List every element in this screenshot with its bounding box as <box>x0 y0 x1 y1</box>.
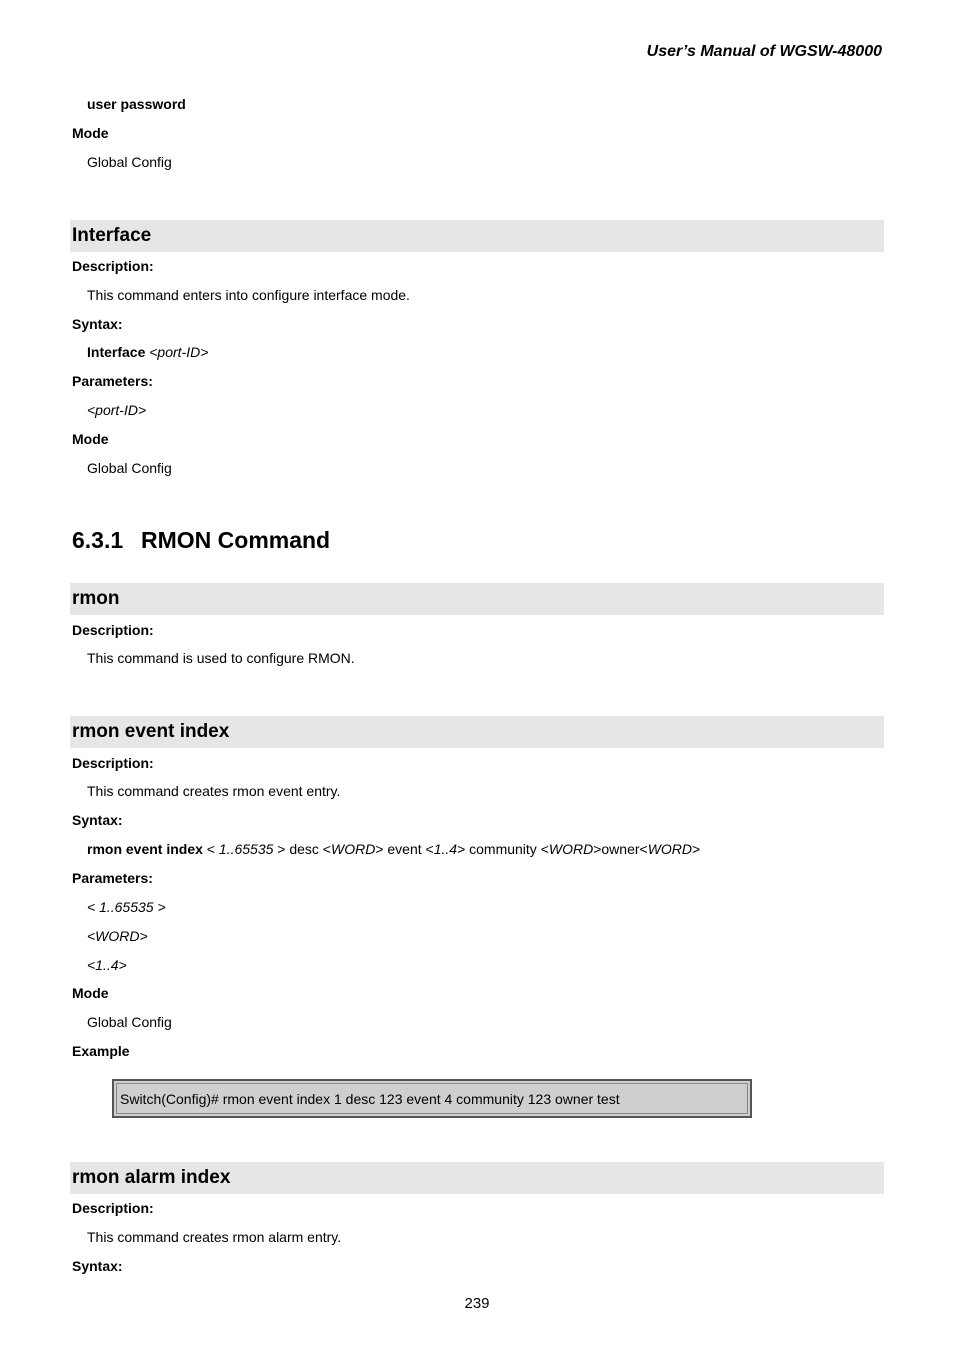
parameter-range: < 1..65535 > <box>87 899 166 915</box>
command-heading-rmon: rmon <box>70 583 884 615</box>
syntax-arg-word: WORD <box>330 841 376 857</box>
description-label: Description: <box>72 622 154 638</box>
running-header: User’s Manual of WGSW-48000 <box>646 43 882 60</box>
syntax-arg-range: 1..65535 <box>218 841 274 857</box>
syntax-line <box>87 344 208 360</box>
example-box <box>112 1079 752 1118</box>
parameter-event: <1..4> <box>87 957 127 973</box>
mode-label: Mode <box>72 431 109 447</box>
description-text: This command enters into configure interface mode. <box>87 287 410 303</box>
syntax-arg-event: 1..4 <box>433 841 458 857</box>
page-number: 239 <box>464 1295 490 1312</box>
section-heading <box>72 527 330 554</box>
mode-label: Mode <box>72 985 109 1001</box>
mode-value: Global Config <box>87 154 172 170</box>
description-text: This command creates rmon event entry. <box>87 783 341 799</box>
syntax-arg-word: WORD <box>647 841 693 857</box>
syntax-part: > <box>692 841 701 857</box>
example-label: Example <box>72 1043 130 1059</box>
syntax-part: < <box>202 841 219 857</box>
command-heading-rmon-alarm-index: rmon alarm index <box>70 1162 884 1194</box>
syntax-line <box>87 841 700 857</box>
command-heading-rmon-event-index: rmon event index <box>70 716 884 748</box>
command-heading-interface: Interface <box>70 220 884 252</box>
section-title: RMON Command <box>141 527 331 553</box>
syntax-label: Syntax: <box>72 1258 123 1274</box>
example-command: Switch(Config)# rmon event index 1 desc 123 event 4 community 123 owner test <box>116 1083 748 1114</box>
syntax-command: Interface <box>87 344 146 360</box>
param-user-password: user password <box>87 96 186 112</box>
syntax-arg-word: WORD <box>548 841 594 857</box>
description-label: Description: <box>72 755 154 771</box>
parameter-port-id: <port-ID> <box>87 402 147 418</box>
syntax-part: > event < <box>375 841 434 857</box>
parameters-label: Parameters: <box>72 373 153 389</box>
syntax-part: > community < <box>457 841 549 857</box>
description-label: Description: <box>72 1200 154 1216</box>
syntax-part: >owner< <box>593 841 648 857</box>
syntax-label: Syntax: <box>72 812 123 828</box>
description-label: Description: <box>72 258 154 274</box>
description-text: This command is used to configure RMON. <box>87 650 355 666</box>
section-number: 6.3.1 <box>72 527 124 553</box>
syntax-argument: <port-ID> <box>145 344 209 360</box>
description-text: This command creates rmon alarm entry. <box>87 1229 342 1245</box>
parameter-word: <WORD> <box>87 928 148 944</box>
parameters-label: Parameters: <box>72 870 153 886</box>
syntax-label: Syntax: <box>72 316 123 332</box>
mode-value: Global Config <box>87 460 172 476</box>
mode-value: Global Config <box>87 1014 172 1030</box>
syntax-command: rmon event index <box>87 841 203 857</box>
syntax-part: > desc < <box>273 841 331 857</box>
mode-label: Mode <box>72 125 109 141</box>
